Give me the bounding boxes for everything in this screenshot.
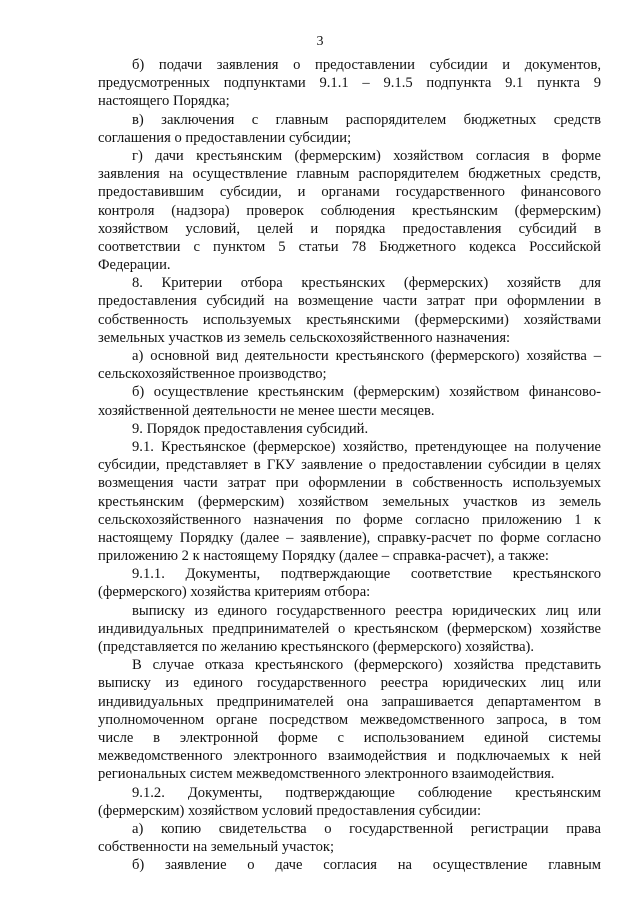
text-line: В случае отказа крестьянского (фермерского) хозяйства представить: [132, 657, 601, 674]
paragraph: [98, 784, 601, 820]
text-line: настоящего Порядка;: [98, 93, 230, 110]
text-line: соглашения о предоставлении субсидии;: [98, 129, 352, 146]
text-line: сельскохозяйственного назначения по форме согласно приложению 1 к: [98, 511, 601, 528]
text-line: уполномоченном органе посредством межведомственного запроса, в том: [98, 711, 601, 728]
paragraph: [98, 56, 601, 111]
text-line: а) основной вид деятельности крестьянского (фермерского) хозяйства –: [132, 348, 601, 364]
text-line: (фермерского) хозяйства критериям отбора:: [98, 584, 371, 601]
text-line: Федерации.: [98, 257, 171, 274]
document-body: [98, 56, 601, 874]
paragraph: [98, 820, 601, 856]
paragraph: [98, 347, 601, 383]
text-line: контроля (надзора) проверок соблюдения крестьянским (фермерским): [98, 202, 601, 219]
paragraph: [98, 438, 601, 565]
text-line: б) осуществление крестьянским (фермерским) хозяйством финансово-: [132, 384, 601, 401]
text-line: хозяйством условий, целей и порядка предоставления субсидий в: [98, 220, 601, 237]
paragraph: [98, 420, 601, 438]
text-line: 9. Порядок предоставления субсидий.: [132, 420, 369, 437]
text-line: 9.1. Крестьянское (фермерское) хозяйство, претендующее на получение: [132, 438, 601, 455]
text-line: 9.1.1. Документы, подтверждающие соответствие крестьянского: [132, 566, 601, 583]
text-line: субсидии, представляет в ГКУ заявление о предоставлении субсидии в целях: [98, 457, 601, 474]
text-line: хозяйственной деятельности не менее шести месяцев.: [98, 402, 435, 419]
text-line: приложению 2 к настоящему Порядку (далее – справка-расчет), а также:: [98, 548, 549, 565]
paragraph: [98, 383, 601, 419]
paragraph: [98, 856, 601, 874]
text-line: б) заявление о даче согласия на осуществление главным: [132, 857, 601, 874]
paragraph: [98, 111, 601, 147]
text-line: а) копию свидетельства о государственной регистрации права: [132, 820, 601, 837]
text-line: региональных систем межведомственного электронного взаимодействия.: [98, 766, 555, 783]
text-line: индивидуальных предпринимателей о крестьянском (фермерском) хозяйстве: [98, 620, 601, 637]
text-line: индивидуальных предпринимателей она запрашивается департаментом в: [98, 693, 601, 710]
paragraph: [98, 274, 601, 347]
text-line: сельскохозяйственное производство;: [98, 366, 327, 383]
paragraph: [98, 147, 601, 274]
text-line: заявления на осуществление главным распорядителем бюджетных средств,: [98, 166, 601, 183]
text-line: 9.1.2. Документы, подтверждающие соблюдение крестьянским: [132, 784, 601, 801]
text-line: (представляется по желанию крестьянского (фермерского) хозяйства).: [98, 639, 535, 655]
text-line: (фермерским) хозяйством условий предоставления субсидии:: [98, 802, 482, 819]
text-line: земельных участков из земель сельскохозяйственного назначения:: [98, 329, 511, 346]
text-line: выписку из единого государственного реестра юридических лиц или: [132, 602, 601, 619]
page-number: 3: [316, 34, 324, 49]
text-line: предусмотренных подпунктами 9.1.1 – 9.1.5 подпункта 9.1 пункта 9: [98, 75, 601, 92]
paragraph: [98, 565, 601, 601]
text-line: 8. Критерии отбора крестьянских (фермерских) хозяйств для: [132, 275, 601, 292]
text-line: соответствии с пунктом 5 статьи 78 Бюджетного кодекса Российской: [98, 238, 601, 255]
text-line: предоставившим субсидии, и органами государственного финансового: [98, 184, 601, 201]
paragraph: [98, 602, 601, 657]
text-line: межведомственного электронного взаимодействия и подключаемых к ней: [98, 748, 601, 765]
text-line: крестьянским (фермерским) хозяйством земельных участков из земель: [98, 493, 601, 510]
text-line: г) дачи крестьянским (фермерским) хозяйством согласия в форме: [132, 147, 601, 164]
text-line: собственность используемых крестьянскими (фермерскими) хозяйствами: [98, 311, 601, 328]
text-line: числе в электронной форме с использованием единой системы: [98, 729, 601, 746]
text-line: предоставления субсидий на возмещение части затрат при оформлении в: [98, 293, 601, 310]
text-line: настоящему Порядку (далее – заявление), справку-расчет по форме согласно: [98, 529, 601, 546]
text-line: возмещения части затрат при оформлении в собственность используемых: [98, 475, 601, 492]
text-line: выписку из единого государственного реестра юридических лиц или: [98, 675, 601, 692]
text-line: б) подачи заявления о предоставлении субсидии и документов,: [132, 57, 601, 73]
paragraph: [98, 656, 601, 783]
text-line: собственности на земельный участок;: [98, 839, 335, 856]
text-line: в) заключения с главным распорядителем бюджетных средств: [132, 111, 601, 128]
